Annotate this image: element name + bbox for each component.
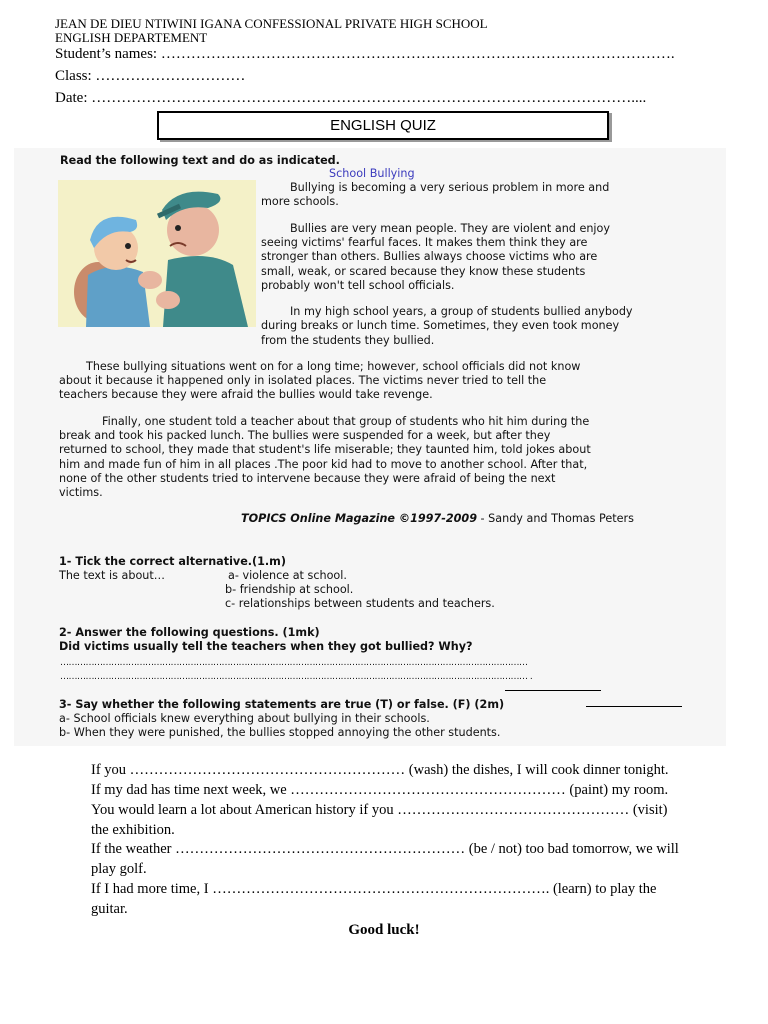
para3-line2: during breaks or lunch time. Sometimes, they even took money	[261, 319, 620, 332]
sentence-2[interactable]: If my dad has time next week, we ………………………………………………… (paint) my room.	[91, 782, 669, 798]
quiz-title: ENGLISH QUIZ	[330, 117, 436, 134]
student-names-field[interactable]: Student’s names: ………………………………………………………………………………………….	[55, 46, 675, 62]
q3-statement-a: a- School officials knew everything about bullying in their schools.	[59, 712, 430, 725]
para5-line5: none of the other students tried to intervene because they were afraid of being the next	[59, 472, 556, 485]
date-field[interactable]: Date: ………………………………………………………………………………………………....	[55, 90, 647, 106]
answer-rule-short	[505, 690, 601, 691]
reading-instruction: Read the following text and do as indicated.	[60, 154, 340, 167]
q2-answer-line-2[interactable]: ………………………………………………………………………………………………………………………………………………… .	[60, 672, 533, 682]
reading-section	[14, 148, 726, 746]
school-name: JEAN DE DIEU NTIWINI IGANA CONFESSIONAL PRIVATE HIGH SCHOOL	[55, 16, 488, 31]
q3-title: 3- Say whether the following statements are true (T) or false. (F) (2m)	[59, 698, 505, 711]
sentence-1[interactable]: If you ………………………………………………… (wash) the dishes, I will cook dinner tonight.	[91, 762, 669, 778]
sentence-3[interactable]: You would learn a lot about American history if you ………………………………………… (visit) the exhibition.	[91, 802, 668, 838]
source-magazine: TOPICS Online Magazine ©1997-2009	[241, 512, 477, 525]
q1-title: 1- Tick the correct alternative.(1.m)	[59, 555, 286, 568]
department-name: ENGLISH DEPARTEMENT	[55, 30, 208, 45]
q2-title: 2- Answer the following questions. (1mk)	[59, 626, 320, 639]
para4-line3: teachers because they were afraid the bullies would take revenge.	[59, 388, 433, 401]
source-citation	[241, 512, 634, 526]
para2-line5: probably won't tell school officials.	[261, 279, 455, 292]
q1-option-c[interactable]: c- relationships between students and teachers.	[225, 597, 495, 610]
passage-title: School Bullying	[329, 167, 415, 180]
class-field[interactable]: Class: …………………………	[55, 68, 246, 84]
para4-line2: about it because it happened only in isolated places. The victims never tried to tell the	[59, 374, 547, 387]
para3-line3: from the students they bullied.	[261, 334, 435, 347]
para3-line1: In my high school years, a group of students bullied anybody	[290, 305, 633, 318]
para5-line2: break and took his packed lunch. The bullies were suspended for a week, but after they	[59, 429, 551, 442]
closing-message: Good luck!	[348, 922, 420, 938]
sentence-4[interactable]: If the weather …………………………………………………… (be / not) too bad tomorrow, we will play golf.	[91, 841, 679, 877]
q2-question: Did victims usually tell the teachers when they got bullied? Why?	[59, 640, 473, 653]
sentence-5[interactable]: If I had more time, I ……………………………………………………………. (learn) to play the guitar.	[91, 881, 657, 917]
para2-line4: small, weak, or scared because they know these students	[261, 265, 586, 278]
para5-line1: Finally, one student told a teacher about that group of students who hit him during the	[102, 415, 590, 428]
q2-answer-line-1[interactable]: …………………………………………………………………………………………………………………………………………………	[60, 658, 528, 668]
para4-line1: These bullying situations went on for a long time; however, school officials did not know	[86, 360, 581, 373]
bullying-illustration	[58, 180, 256, 327]
source-authors: - Sandy and Thomas Peters	[477, 512, 634, 525]
para2-line2: seeing victims' fearful faces. It makes them think they are	[261, 236, 588, 249]
q1-stem: The text is about…	[59, 569, 165, 582]
para2-line1: Bullies are very mean people. They are violent and enjoy	[290, 222, 610, 235]
quiz-title-box	[157, 111, 609, 140]
para1-line2: more schools.	[261, 195, 339, 208]
q1-option-b[interactable]: b- friendship at school.	[225, 583, 354, 596]
q1-option-a[interactable]: a- violence at school.	[228, 569, 347, 582]
para1-line1: Bullying is becoming a very serious problem in more and	[290, 181, 610, 194]
para2-line3: stronger than others. Bullies always choose victims who are	[261, 250, 598, 263]
para5-line6: victims.	[59, 486, 103, 499]
q3-statement-b: b- When they were punished, the bullies stopped annoying the other students.	[59, 726, 501, 739]
answer-rule-long	[586, 706, 682, 707]
para5-line3: returned to school, they made that student's life miserable; they taunted him, told jokes about	[59, 443, 591, 456]
para5-line4: him and made fun of him in all places .The poor kid had to move to another school. After that,	[59, 458, 588, 471]
